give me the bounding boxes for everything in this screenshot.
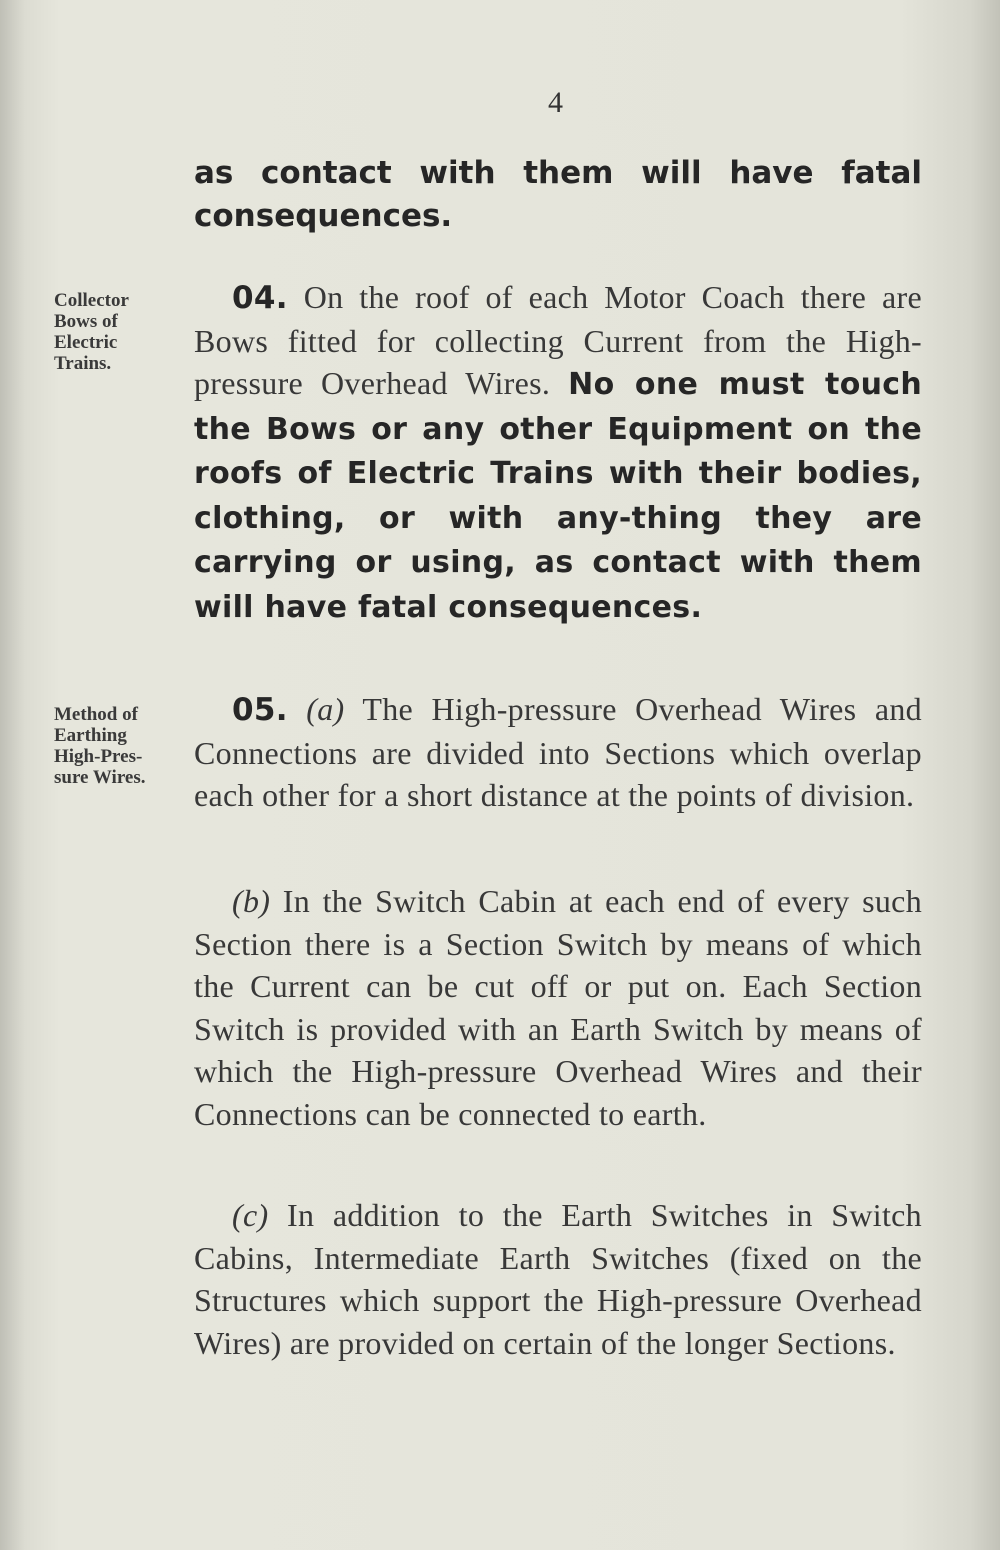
margin-note-line: Collector bbox=[54, 290, 129, 311]
margin-note-line: High-Pres- bbox=[54, 746, 143, 767]
margin-note-collector-bows bbox=[54, 290, 184, 374]
section-05-b bbox=[194, 880, 922, 1135]
section-05-a bbox=[194, 688, 922, 817]
margin-note-line: Method of bbox=[54, 704, 138, 725]
section-04-paragraph bbox=[194, 276, 922, 629]
margin-note-method-of-earthing bbox=[54, 704, 184, 788]
page-number: 4 bbox=[548, 86, 563, 119]
section-04 bbox=[194, 276, 922, 629]
paragraph-label: (b) bbox=[232, 883, 271, 919]
section-number: 04. bbox=[232, 280, 288, 316]
section-05-c bbox=[194, 1194, 922, 1364]
section-04-regular-text: On the roof of each Motor Coach there are Bows fitted for collecting Current from the High-pressure Overhead Wires. bbox=[194, 279, 922, 401]
section-05-b-paragraph bbox=[194, 880, 922, 1135]
margin-note-line: sure Wires. bbox=[54, 767, 146, 788]
margin-note-line: Trains. bbox=[54, 353, 112, 374]
continuation-block bbox=[194, 152, 922, 238]
paragraph-text: In the Switch Cabin at each end of every such Section there is a Section Switch by means of which the Current can be cut off or put on. Each Section Switch is provided with an Earth Switch by means of which the High-pressure Overhead Wires and their Connections can be connected to earth. bbox=[194, 883, 922, 1132]
section-05-a-paragraph bbox=[194, 688, 922, 817]
paragraph-label: (a) bbox=[306, 691, 345, 727]
margin-note-line: Earthing bbox=[54, 725, 127, 746]
section-number: 05. bbox=[232, 692, 288, 728]
paragraph-text: In addition to the Earth Switches in Switch Cabins, Intermediate Earth Switches (fixed on the Structures which support the High-pressure Overhead Wires) are provided on certain of the longer Sections. bbox=[194, 1197, 922, 1361]
margin-note-line: Electric bbox=[54, 332, 118, 353]
paragraph-label: (c) bbox=[232, 1197, 269, 1233]
margin-note-line: Bows of bbox=[54, 311, 118, 332]
section-04-bold-text: No one must touch the Bows or any other Equipment on the roofs of Electric Trains with their bodies, clothing, or with any-thing they are carrying or using, as contact with them will have fatal consequences. bbox=[194, 367, 923, 625]
paragraph-text: The High-pressure Overhead Wires and Connections are divided into Sections which overlap each other for a short distance at the points of division. bbox=[194, 691, 922, 813]
section-05-c-paragraph bbox=[194, 1194, 922, 1364]
continuation-text: as contact with them will have fatal consequences. bbox=[194, 155, 922, 234]
